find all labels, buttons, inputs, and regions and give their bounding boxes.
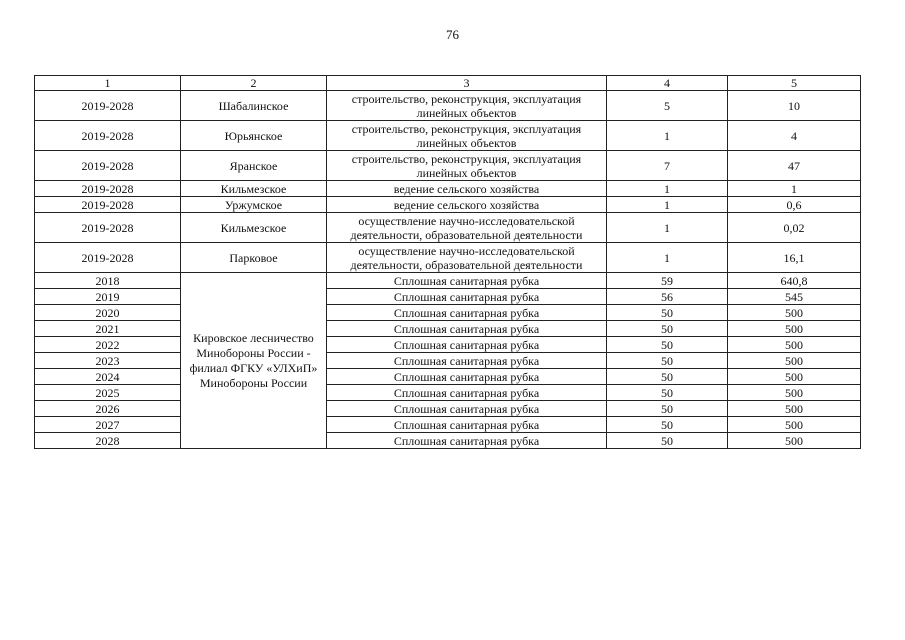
cell-years: 2019 (35, 289, 181, 305)
cell-activity: Сплошная санитарная рубка (327, 321, 607, 337)
header-cell: 3 (327, 76, 607, 91)
cell-years: 2028 (35, 433, 181, 449)
cell-activity: Сплошная санитарная рубка (327, 353, 607, 369)
table-row (35, 321, 861, 337)
cell-years: 2021 (35, 321, 181, 337)
cell-place: Уржумское (181, 197, 327, 213)
cell-activity: строительство, реконструкция, эксплуатация линейных объектов (327, 91, 607, 121)
table-row (35, 151, 861, 181)
cell-years: 2024 (35, 369, 181, 385)
table-row (35, 385, 861, 401)
cell-years: 2025 (35, 385, 181, 401)
header-cell: 5 (728, 76, 861, 91)
cell-value: 1 (728, 181, 861, 197)
cell-value: 0,02 (728, 213, 861, 243)
cell-count: 1 (607, 213, 728, 243)
table-row (35, 243, 861, 273)
cell-years: 2019-2028 (35, 243, 181, 273)
cell-years: 2019-2028 (35, 181, 181, 197)
header-cell: 1 (35, 76, 181, 91)
cell-place: Парковое (181, 243, 327, 273)
cell-value: 0,6 (728, 197, 861, 213)
cell-years: 2026 (35, 401, 181, 417)
cell-activity: Сплошная санитарная рубка (327, 417, 607, 433)
cell-activity: осуществление научно-исследовательской деятельности, образовательной деятельности (327, 213, 607, 243)
table-row (35, 337, 861, 353)
table-row (35, 197, 861, 213)
cell-count: 50 (607, 353, 728, 369)
cell-years: 2019-2028 (35, 91, 181, 121)
cell-place: Юрьянское (181, 121, 327, 151)
table-row (35, 401, 861, 417)
cell-count: 50 (607, 433, 728, 449)
cell-value: 500 (728, 433, 861, 449)
page-number: 76 (446, 27, 459, 42)
table-row (35, 305, 861, 321)
cell-count: 50 (607, 385, 728, 401)
cell-activity: Сплошная санитарная рубка (327, 337, 607, 353)
cell-activity: ведение сельского хозяйства (327, 181, 607, 197)
cell-years: 2018 (35, 273, 181, 289)
cell-value: 500 (728, 321, 861, 337)
cell-activity: Сплошная санитарная рубка (327, 305, 607, 321)
cell-activity: Сплошная санитарная рубка (327, 385, 607, 401)
cell-count: 56 (607, 289, 728, 305)
cell-count: 50 (607, 337, 728, 353)
cell-years: 2027 (35, 417, 181, 433)
cell-place: Кильмезское (181, 213, 327, 243)
cell-activity: строительство, реконструкция, эксплуатация линейных объектов (327, 151, 607, 181)
cell-activity: Сплошная санитарная рубка (327, 273, 607, 289)
cell-count: 1 (607, 243, 728, 273)
cell-value: 10 (728, 91, 861, 121)
table-row (35, 289, 861, 305)
cell-activity: ведение сельского хозяйства (327, 197, 607, 213)
cell-value: 500 (728, 337, 861, 353)
header-cell: 4 (607, 76, 728, 91)
cell-activity: Сплошная санитарная рубка (327, 401, 607, 417)
data-table (34, 75, 861, 449)
table-row (35, 353, 861, 369)
table-row (35, 121, 861, 151)
cell-activity: строительство, реконструкция, эксплуатация линейных объектов (327, 121, 607, 151)
header-cell: 2 (181, 76, 327, 91)
cell-count: 50 (607, 305, 728, 321)
cell-activity: Сплошная санитарная рубка (327, 369, 607, 385)
cell-count: 1 (607, 197, 728, 213)
cell-years: 2019-2028 (35, 213, 181, 243)
cell-value: 500 (728, 305, 861, 321)
cell-count: 5 (607, 91, 728, 121)
cell-count: 50 (607, 321, 728, 337)
cell-count: 59 (607, 273, 728, 289)
table-row (35, 433, 861, 449)
cell-value: 500 (728, 369, 861, 385)
cell-activity: Сплошная санитарная рубка (327, 289, 607, 305)
cell-count: 7 (607, 151, 728, 181)
cell-place: Яранское (181, 151, 327, 181)
cell-years: 2019-2028 (35, 121, 181, 151)
cell-value: 500 (728, 401, 861, 417)
table-row (35, 213, 861, 243)
cell-value: 4 (728, 121, 861, 151)
table-row (35, 91, 861, 121)
header-row (35, 76, 861, 91)
cell-count: 1 (607, 181, 728, 197)
cell-count: 1 (607, 121, 728, 151)
cell-value: 47 (728, 151, 861, 181)
cell-place: Шабалинское (181, 91, 327, 121)
cell-count: 50 (607, 369, 728, 385)
cell-count: 50 (607, 417, 728, 433)
table-row (35, 369, 861, 385)
table-row (35, 181, 861, 197)
cell-years: 2020 (35, 305, 181, 321)
cell-years: 2022 (35, 337, 181, 353)
cell-value: 500 (728, 353, 861, 369)
cell-value: 500 (728, 385, 861, 401)
cell-place: Кильмезское (181, 181, 327, 197)
table-row (35, 417, 861, 433)
cell-years: 2019-2028 (35, 151, 181, 181)
cell-place-merged: Кировское лесничество Минобороны России - филиал ФГКУ «УЛХиП» Минобороны России (181, 273, 327, 449)
cell-years: 2023 (35, 353, 181, 369)
cell-activity: Сплошная санитарная рубка (327, 433, 607, 449)
table-row (35, 273, 861, 289)
cell-count: 50 (607, 401, 728, 417)
cell-value: 16,1 (728, 243, 861, 273)
cell-value: 640,8 (728, 273, 861, 289)
cell-value: 500 (728, 417, 861, 433)
cell-activity: осуществление научно-исследовательской деятельности, образовательной деятельности (327, 243, 607, 273)
cell-years: 2019-2028 (35, 197, 181, 213)
cell-value: 545 (728, 289, 861, 305)
